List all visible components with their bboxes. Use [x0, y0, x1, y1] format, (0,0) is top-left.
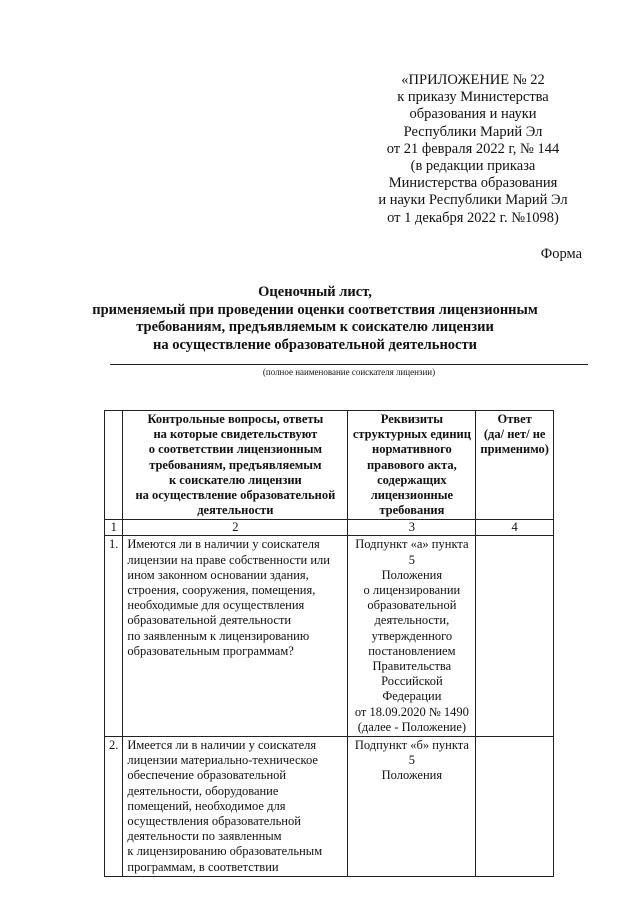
reference-text: постановлением	[368, 643, 456, 658]
question-text: помещений, необходимое для	[127, 798, 286, 813]
question-text: строения, сооружения, помещения,	[127, 583, 316, 598]
reference-cell	[348, 536, 476, 737]
question-text: лицензии материально-техническое	[127, 753, 318, 768]
header-text: на которые свидетельствуют	[153, 427, 318, 442]
appendix-header	[358, 72, 588, 227]
header-text: деятельности	[197, 503, 274, 518]
question-text: деятельности, оборудование	[127, 783, 279, 798]
question-text: деятельности по заявленным	[127, 829, 282, 844]
header-text: структурных единиц	[352, 427, 471, 442]
question-text: лицензии на праве собственности или	[127, 552, 330, 567]
column-number: 2	[123, 520, 348, 536]
header-cell-requisites	[348, 411, 476, 520]
header-line: к приказу Министерства	[397, 89, 549, 106]
question-text: к лицензированию образовательным	[127, 844, 323, 859]
title-line: Оценочный лист,	[258, 284, 372, 300]
table-row	[105, 536, 554, 737]
reference-text: Положения	[381, 768, 443, 783]
document-title	[80, 284, 550, 354]
column-number: 4	[476, 520, 554, 536]
question-text: обеспечение образовательной	[127, 768, 287, 783]
header-text: требования	[379, 503, 445, 518]
reference-text: деятельности,	[374, 613, 450, 628]
header-text: требованиям, предъявляемым	[149, 457, 322, 472]
header-line: Министерства образования	[388, 175, 558, 192]
header-text: применимо)	[480, 442, 549, 457]
row-number: 1.	[105, 536, 123, 737]
title-line: на осуществление образовательной деятельности	[153, 336, 477, 353]
header-text: лицензионные	[370, 488, 454, 503]
table-header-row	[105, 411, 554, 520]
header-line: от 21 февраля 2022 г, № 144	[386, 140, 560, 157]
answer-cell[interactable]	[476, 536, 554, 737]
question-cell	[123, 536, 348, 737]
reference-text: Подпункт «а» пункта 5	[355, 537, 469, 567]
header-text: Контрольные вопросы, ответы	[147, 412, 324, 426]
reference-cell	[348, 737, 476, 877]
header-cell-answer	[476, 411, 554, 520]
question-text: ином законном основании здания,	[127, 567, 309, 582]
title-line: требованиям, предъявляемым к соискателю лицензии	[136, 319, 494, 335]
header-line: от 1 декабря 2022 г. №1098)	[387, 209, 559, 226]
header-text: правового акта,	[366, 457, 457, 472]
form-label: Форма	[540, 246, 582, 262]
header-line: образования и науки	[409, 106, 537, 123]
column-number-row	[105, 520, 554, 536]
question-text: Имеются ли в наличии у соискателя	[127, 537, 320, 552]
row-number: 2.	[105, 737, 123, 877]
question-text: программам, в соответствии	[127, 859, 279, 874]
header-text: Ответ	[497, 412, 532, 426]
header-line: и науки Республики Марий Эл	[378, 192, 568, 209]
question-text: по заявленным к лицензированию	[127, 628, 310, 643]
assessment-table	[104, 410, 554, 877]
title-line: применяемый при проведении оценки соответствия лицензионным	[92, 301, 538, 318]
header-text: Реквизиты	[380, 412, 444, 426]
applicant-name-line	[110, 364, 588, 365]
question-text: необходимые для осуществления	[127, 598, 305, 613]
applicant-caption: (полное наименование соискателя лицензии)	[262, 367, 436, 377]
header-text: на осуществление образовательной	[135, 488, 336, 503]
reference-text: образовательной	[367, 598, 457, 613]
reference-text: (далее - Положение)	[357, 719, 467, 734]
question-cell	[123, 737, 348, 877]
reference-text: от 18.09.2020 № 1490	[354, 704, 469, 719]
reference-text: Положения	[381, 567, 443, 582]
reference-text: о лицензировании	[363, 583, 461, 598]
column-number: 3	[348, 520, 476, 536]
header-text: к соискателю лицензии	[168, 472, 302, 487]
column-number: 1	[105, 520, 123, 536]
header-text: нормативного	[372, 442, 452, 457]
reference-text: утвержденного	[371, 628, 453, 643]
header-line: «ПРИЛОЖЕНИЕ № 22	[401, 72, 545, 88]
header-text: о соответствии лицензионным	[148, 442, 323, 457]
question-text: образовательным программам?	[127, 643, 294, 658]
question-text: образовательной деятельности	[127, 613, 292, 628]
reference-text: Правительства	[372, 659, 452, 674]
header-line: Республики Марий Эл	[403, 123, 543, 140]
answer-cell[interactable]	[476, 737, 554, 877]
header-line: (в редакции приказа	[410, 158, 536, 175]
header-cell-num	[105, 411, 123, 520]
reference-text: Российской Федерации	[381, 674, 443, 704]
header-text: содержащих	[377, 472, 447, 487]
header-text: (да/ нет/ не	[483, 427, 546, 442]
header-cell-questions	[123, 411, 348, 520]
table-row	[105, 737, 554, 877]
question-text: осуществления образовательной	[127, 814, 301, 829]
question-text: Имеется ли в наличии у соискателя	[127, 738, 317, 753]
reference-text: Подпункт «б» пункта 5	[354, 738, 469, 768]
